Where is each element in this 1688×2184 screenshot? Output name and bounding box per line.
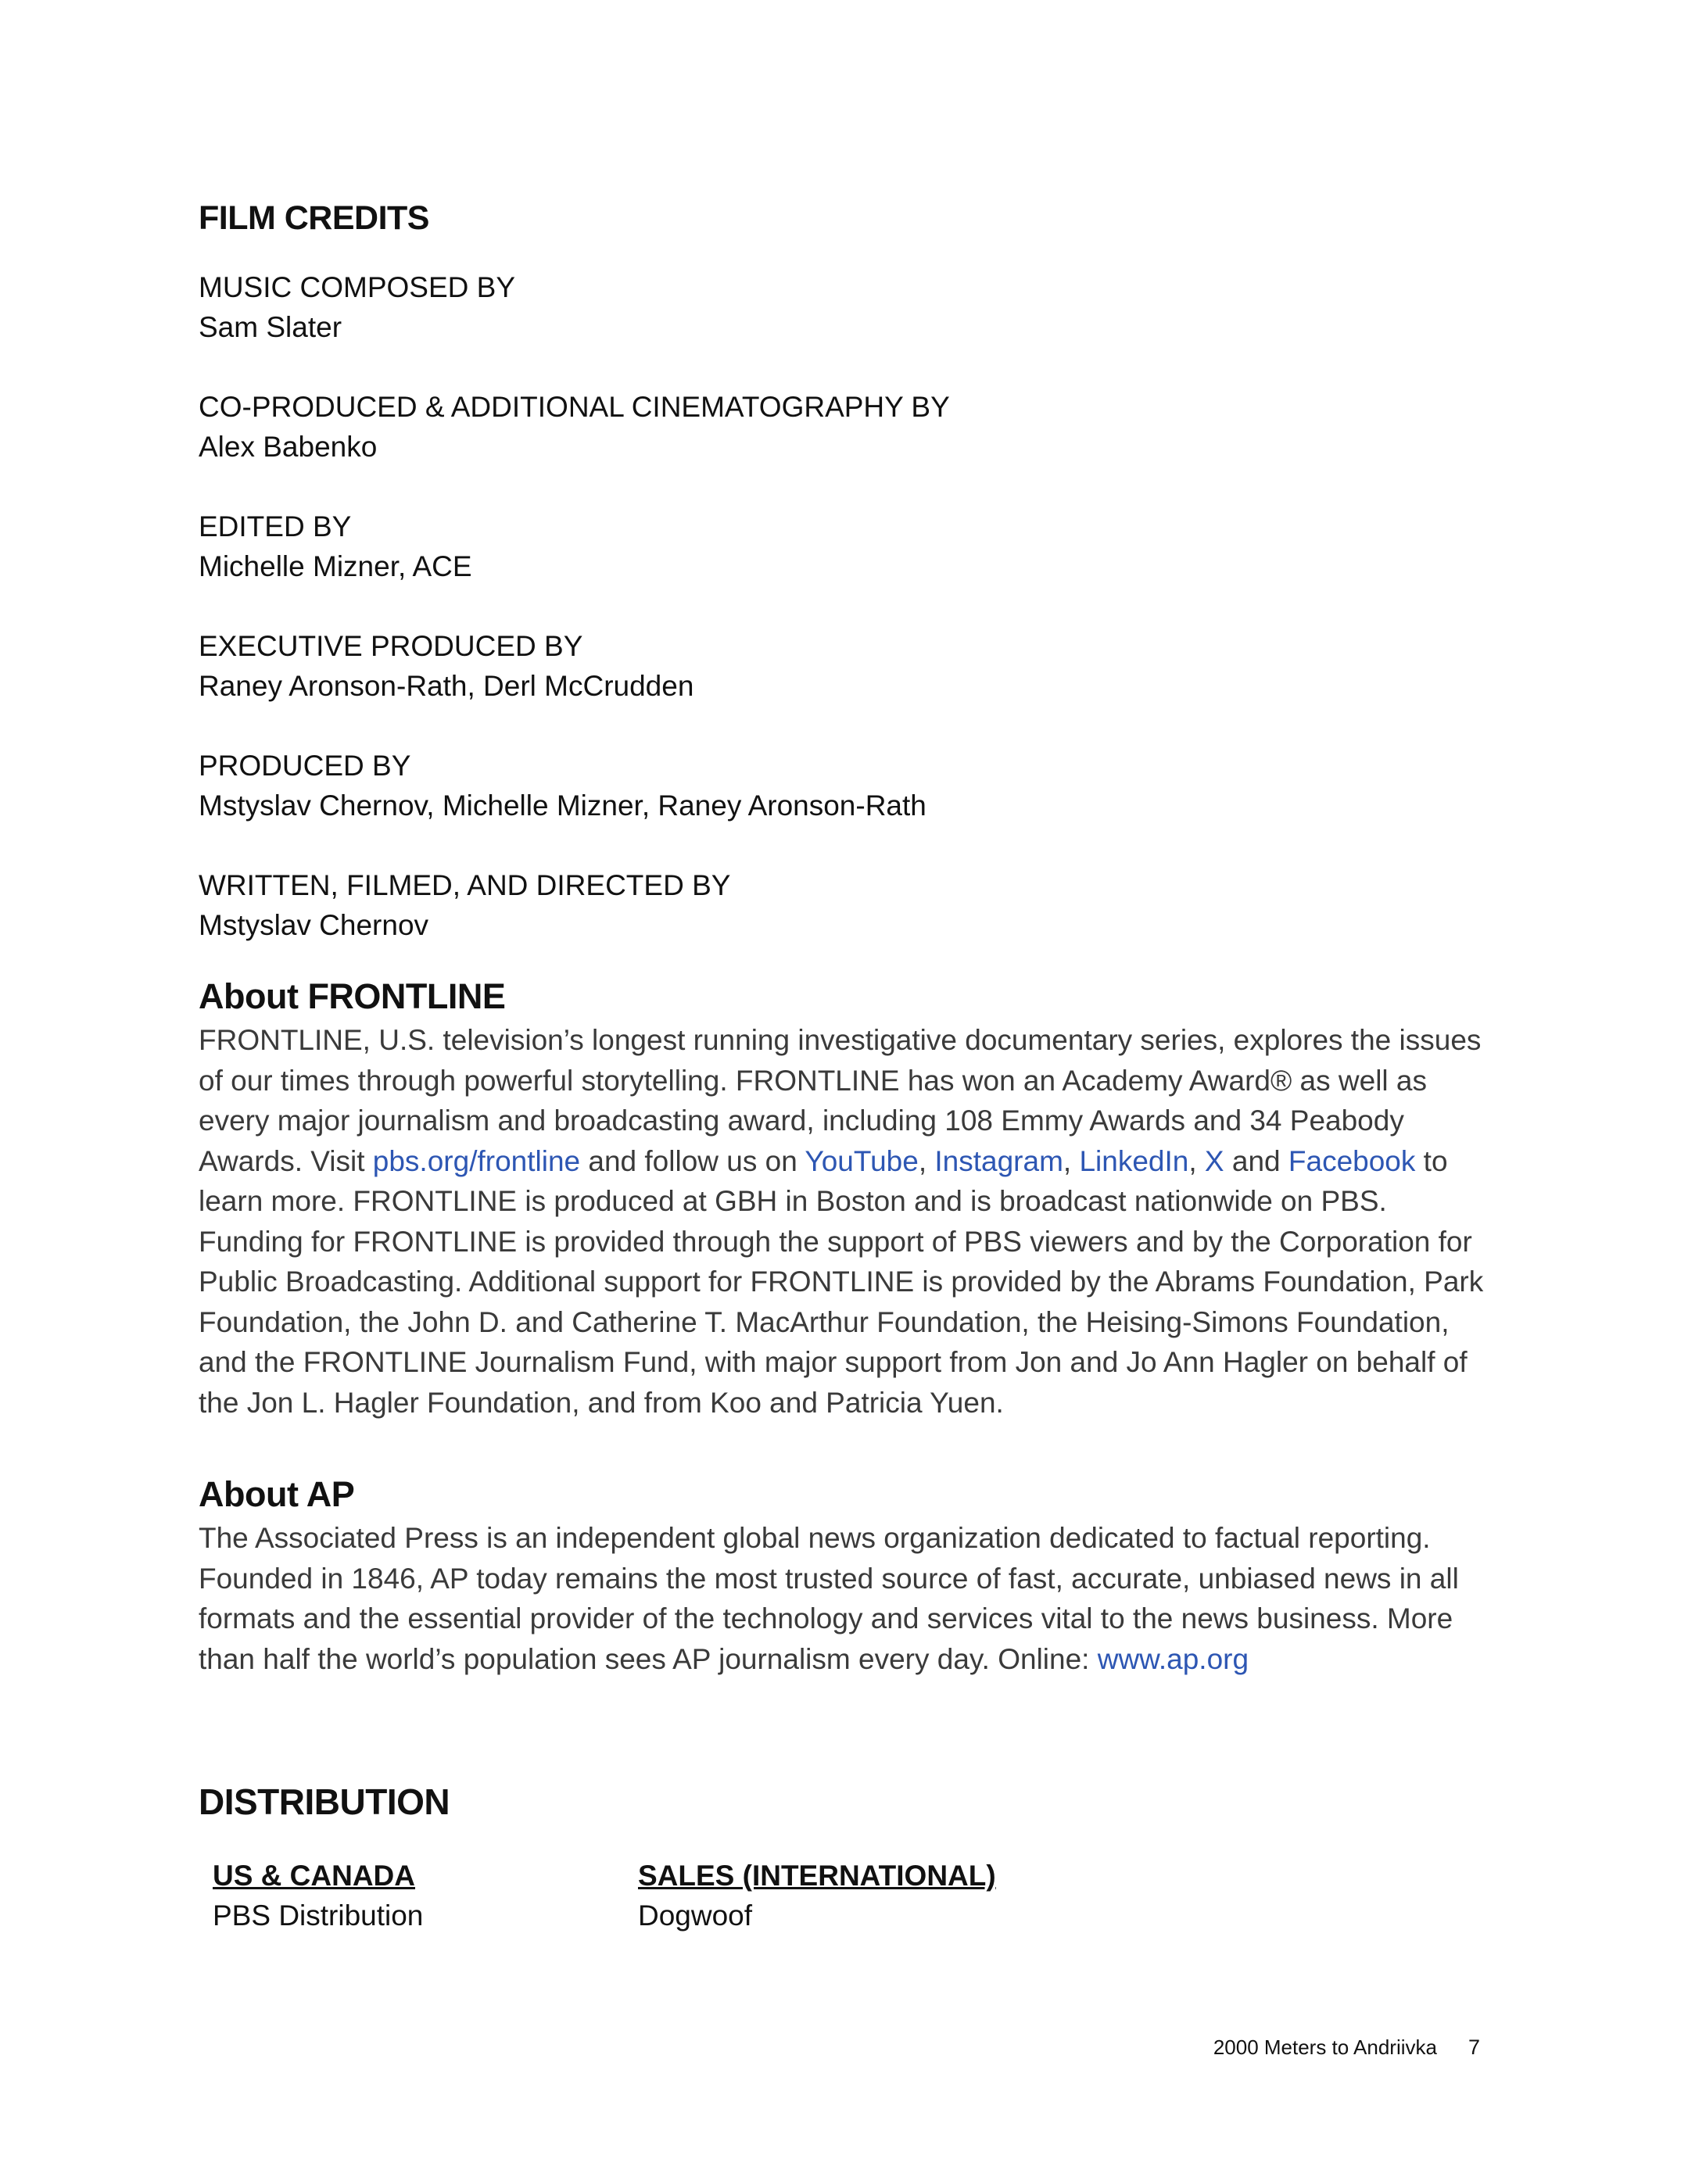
distribution-sales (638, 1856, 996, 1935)
credit-produced (199, 746, 1496, 825)
credit-executive-produced (199, 626, 1496, 706)
credit-role: EXECUTIVE PRODUCED BY (199, 630, 583, 662)
distribution-sales-value: Dogwoof (638, 1899, 753, 1932)
credit-names: Michelle Mizner, ACE (199, 550, 472, 582)
about-ap-paragraph (199, 1518, 1496, 1679)
pbs-frontline-link[interactable]: pbs.org/frontline (372, 1144, 581, 1177)
credit-names: Raney Aronson-Rath, Derl McCrudden (199, 670, 694, 702)
credit-directed (199, 865, 1496, 945)
distribution-us-canada-label: US & CANADA (213, 1860, 415, 1892)
youtube-link[interactable]: YouTube (805, 1144, 919, 1177)
page-number: 7 (1468, 2035, 1480, 2059)
about-frontline-heading: About FRONTLINE (199, 976, 506, 1016)
text-segment: and (1224, 1144, 1288, 1177)
facebook-link[interactable]: Facebook (1288, 1144, 1416, 1177)
credit-edited (199, 507, 1496, 586)
distribution-sales-label: SALES (INTERNATIONAL) (638, 1860, 996, 1892)
x-link[interactable]: X (1204, 1144, 1224, 1177)
distribution-us-canada (213, 1856, 423, 1935)
separator: , (1063, 1144, 1080, 1177)
film-credits-heading: FILM CREDITS (199, 199, 429, 237)
separator: , (918, 1144, 935, 1177)
ap-website-link[interactable]: www.ap.org (1097, 1642, 1249, 1675)
instagram-link[interactable]: Instagram (934, 1144, 1063, 1177)
text-segment: to learn more. FRONTLINE is produced at GBH in Boston and is broadcast nationwide on PBS. Funding for FRONTLINE is provided through the support of PBS viewers and by the Corporation for Public Broadcasting. Additional support for FRONTLINE is provided by the Abrams Foundation, Park Foundation, the John D. and Catherine T. MacArthur Foundation, the Heising-Simons Foundation, and the FRONTLINE Journalism Fund, with major support from Jon and Jo Ann Hagler on behalf of the Jon L. Hagler Foundation, and from Koo and Patricia Yuen. (199, 1144, 1484, 1419)
about-frontline-paragraph (199, 1020, 1496, 1423)
credit-role: EDITED BY (199, 510, 352, 542)
distribution-table (199, 1856, 1496, 1949)
page-footer (1213, 2035, 1480, 2060)
footer-title: 2000 Meters to Andriivka (1213, 2035, 1437, 2059)
credit-role: PRODUCED BY (199, 750, 411, 782)
distribution-us-canada-value: PBS Distribution (213, 1899, 424, 1932)
linkedin-link[interactable]: LinkedIn (1079, 1144, 1189, 1177)
credit-role: MUSIC COMPOSED BY (199, 271, 515, 303)
distribution-heading: DISTRIBUTION (199, 1781, 450, 1822)
credit-role: WRITTEN, FILMED, AND DIRECTED BY (199, 869, 731, 901)
page-content (199, 199, 1496, 1949)
credit-coproduced (199, 387, 1496, 467)
credit-music (199, 267, 1496, 347)
text-segment: The Associated Press is an independent global news organization dedicated to factual reporting. Founded in 1846, AP today remains the most trusted source of fast, accurate, unbiased news in all formats and the essential provider of the technology and services vital to the news business. More than half the world’s population sees AP journalism every day. Online: (199, 1522, 1459, 1675)
credit-names: Alex Babenko (199, 431, 378, 463)
credit-names: Mstyslav Chernov (199, 909, 429, 941)
text-segment: and follow us on (580, 1144, 805, 1177)
separator: , (1188, 1144, 1205, 1177)
text-segment: FRONTLINE, U.S. television’s longest running investigative documentary series, explores the issues of our times through powerful storytelling. FRONTLINE has won an Academy Award® as well as every major journalism and broadcasting award, including 108 Emmy Awards and 34 Peabody Awards. Visit (199, 1024, 1482, 1177)
credit-role: CO-PRODUCED & ADDITIONAL CINEMATOGRAPHY BY (199, 391, 950, 423)
credit-names: Mstyslav Chernov, Michelle Mizner, Raney Aronson-Rath (199, 789, 926, 822)
about-ap-heading: About AP (199, 1474, 355, 1514)
credit-names: Sam Slater (199, 311, 342, 343)
